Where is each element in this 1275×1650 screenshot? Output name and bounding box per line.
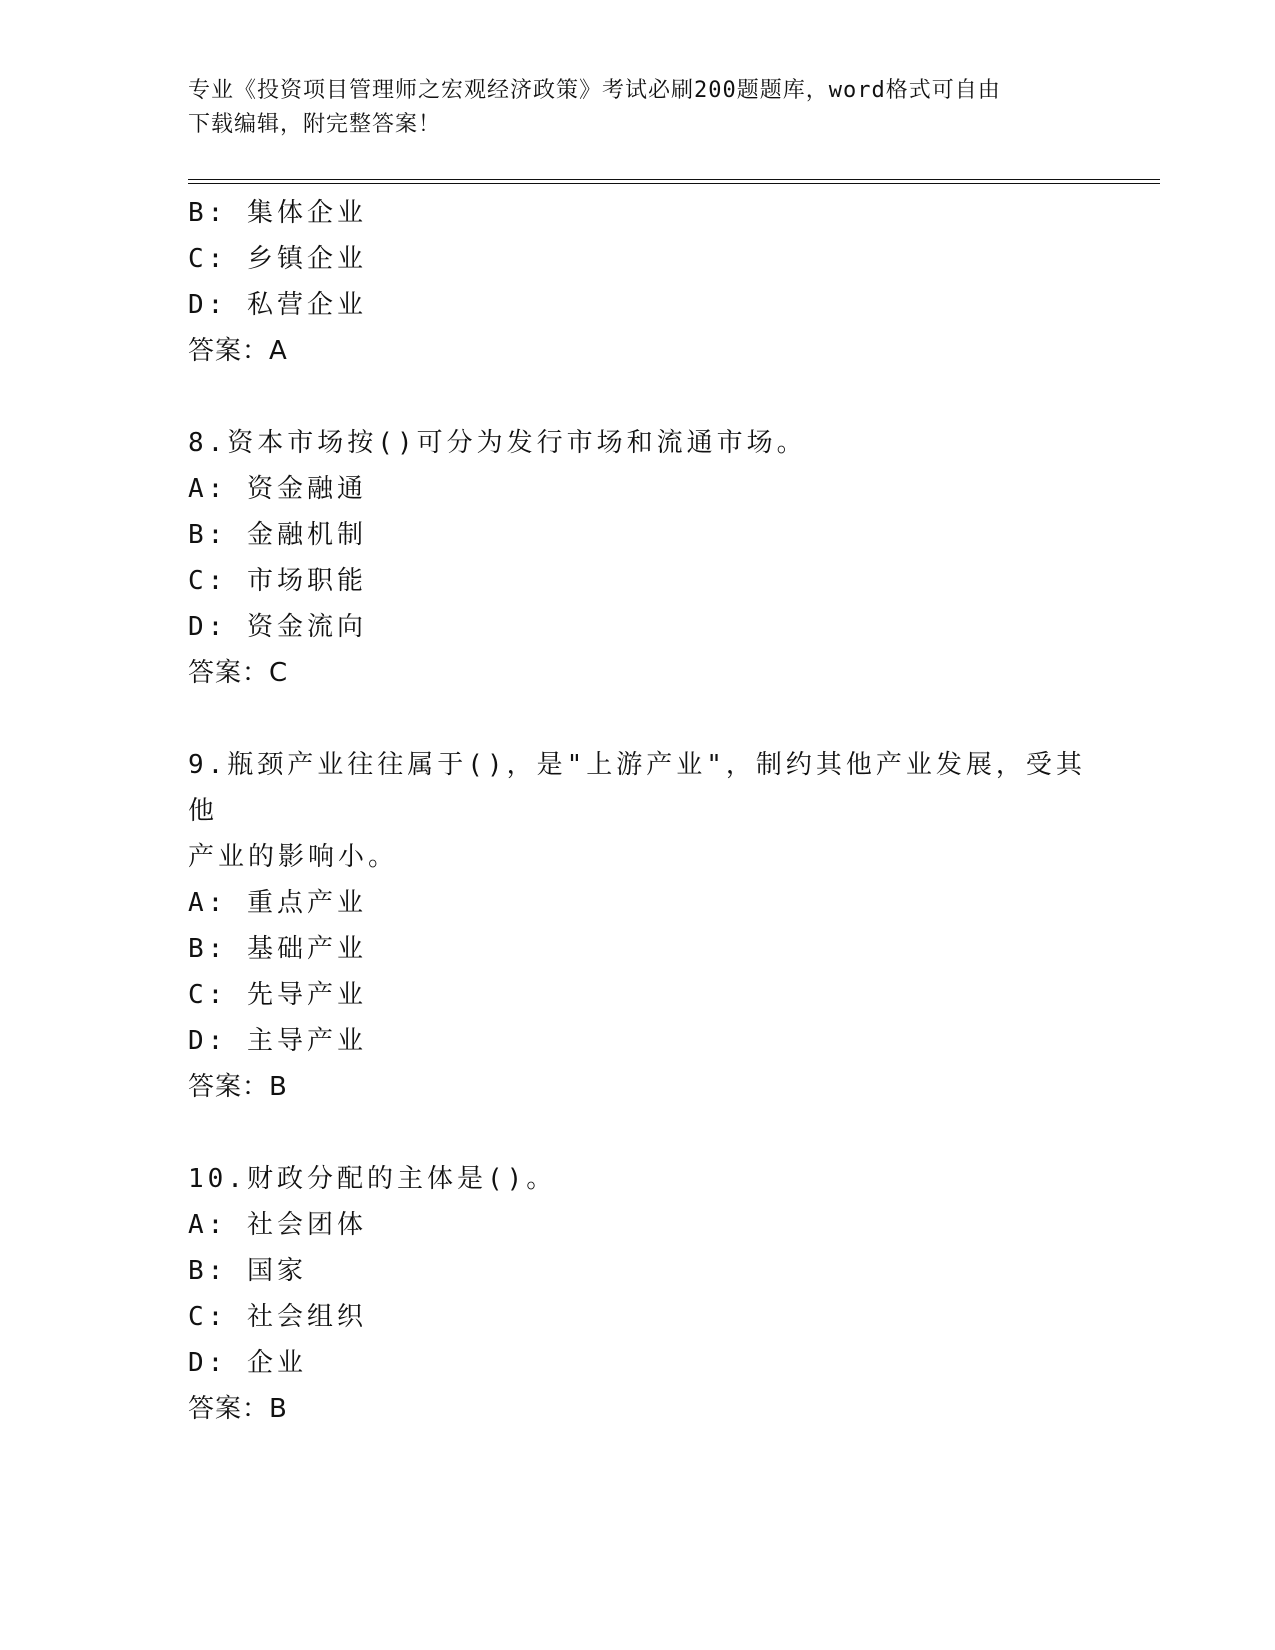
question-text-line-1: 9.瓶颈产业往往属于()，是"上游产业"，制约其他产业发展，受其他 [188, 750, 1086, 826]
option-c: C: 先导产业 [188, 980, 367, 1010]
option-c: C: 社会组织 [188, 1302, 367, 1332]
answer-line: 答案：B [188, 1394, 288, 1424]
header-line-1: 专业《投资项目管理师之宏观经济政策》考试必刷200题题库，word格式可自由 [188, 78, 1001, 103]
answer-line: 答案：A [188, 336, 288, 366]
header-line-2: 下载编辑，附完整答案！ [188, 112, 442, 137]
spacer [188, 696, 1088, 742]
option-c: C: 乡镇企业 [188, 244, 367, 274]
option-d: D: 资金流向 [188, 612, 367, 642]
answer-line: 答案：B [188, 1072, 288, 1102]
prev-question-block [188, 190, 1088, 374]
option-b: B: 国家 [188, 1256, 307, 1286]
option-b: B: 集体企业 [188, 198, 367, 228]
option-d: D: 私营企业 [188, 290, 367, 320]
header-divider-top [188, 179, 1160, 180]
option-c: C: 市场职能 [188, 566, 367, 596]
option-a: A: 重点产业 [188, 888, 367, 918]
option-a: A: 资金融通 [188, 474, 367, 504]
question-10-block [188, 1156, 1088, 1432]
header-divider-bottom [188, 183, 1160, 184]
question-9-block [188, 742, 1088, 1110]
question-text: 8.资本市场按()可分为发行市场和流通市场。 [188, 428, 807, 458]
question-text: 10.财政分配的主体是()。 [188, 1164, 557, 1194]
question-list [188, 190, 1088, 1432]
option-b: B: 基础产业 [188, 934, 367, 964]
option-b: B: 金融机制 [188, 520, 367, 550]
option-d: D: 企业 [188, 1348, 307, 1378]
option-a: A: 社会团体 [188, 1210, 367, 1240]
spacer [188, 374, 1088, 420]
option-d: D: 主导产业 [188, 1026, 367, 1056]
question-8-block [188, 420, 1088, 696]
answer-line: 答案：C [188, 658, 289, 688]
document-header [188, 74, 1088, 142]
spacer [188, 1110, 1088, 1156]
question-text-line-2: 产业的影响小。 [188, 842, 399, 872]
